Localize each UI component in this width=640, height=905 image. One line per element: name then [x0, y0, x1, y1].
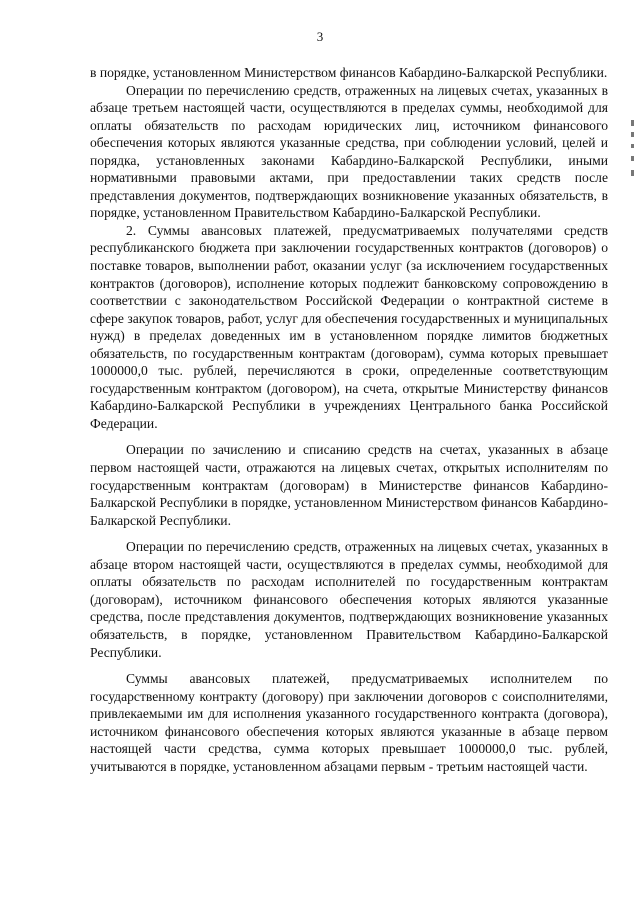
paragraph: Операции по зачислению и списанию средств на счетах, указанных в абзаце первом настоящей части, отражаются на лицевых счетах, открытых исполнителям по государственным контрактам (договорам) в Министерстве финансов Кабардино-Балкарской Республики в порядке, установленном Министерством финансов Кабардино-Балкарской Республики.	[90, 442, 608, 528]
paragraph: Суммы авансовых платежей, предусматриваемых исполнителем по государственному контракту (договору) при заключении договоров с соисполнителями, привлекаемыми им для исполнения указанного государственного контракта (договора), источником финансового обеспечения которых являются указанные в абзаце первом настоящей части средства, сумма которых превышает 1000000,0 тыс. рублей, учитываются в порядке, установленном абзацами первым - третьим настоящей части.	[90, 671, 608, 774]
paragraph: 2. Суммы авансовых платежей, предусматриваемых получателями средств республиканского бюджета при заключении государственных контрактов (договоров) о поставке товаров, выполнении работ, оказании услуг (за исключением государственных контрактов (договоров), исполнение которых подлежит банковскому сопровождению в соответствии с законодательством Российской Федерации о контрактной системе в сфере закупок товаров, работ, услуг для обеспечения государственных и муниципальных нужд) в пределах доведенных им в установленном порядке лимитов бюджетных обязательств, по государственным контрактам (договорам), сумма которых превышает 1000000,0 тыс. рублей, перечисляются в сроки, определенные соответствующим государственным контрактом (договором), на счета, открытые Министерству финансов Кабардино-Балкарской Республики в учреждениях Центрального банка Российской Федерации.	[90, 222, 608, 431]
paragraph: в порядке, установленном Министерством финансов Кабардино-Балкарской Республики.	[90, 65, 608, 80]
document-body	[90, 64, 608, 775]
paragraph: Операции по перечислению средств, отраженных на лицевых счетах, указанных в абзаце втором настоящей части, осуществляются в пределах суммы, необходимой для оплаты обязательств по расходам исполнителей по государственным контрактам (договорам), источником финансового обеспечения которых являются указанные средства, после представления документов, подтверждающих возникновение указанных обязательств, в порядке, установленном Правительством Кабардино-Балкарской Республики.	[90, 539, 608, 660]
page-number: 3	[316, 29, 324, 44]
paragraph: Операции по перечислению средств, отраженных на лицевых счетах, указанных в абзаце третьем настоящей части, осуществляются в пределах суммы, необходимой для оплаты обязательств по расходам юридических лиц, источником финансового обеспечения которых являются указанные средства, при соблюдении условий, целей и порядка, установленных законами Кабардино-Балкарской Республики, иными нормативными правовыми актами, при предоставлении таких средств после представления документов, подтверждающих возникновение указанных обязательств, в порядке, установленном Правительством Кабардино-Балкарской Республики.	[90, 82, 608, 221]
margin-scan-marks	[631, 120, 635, 180]
